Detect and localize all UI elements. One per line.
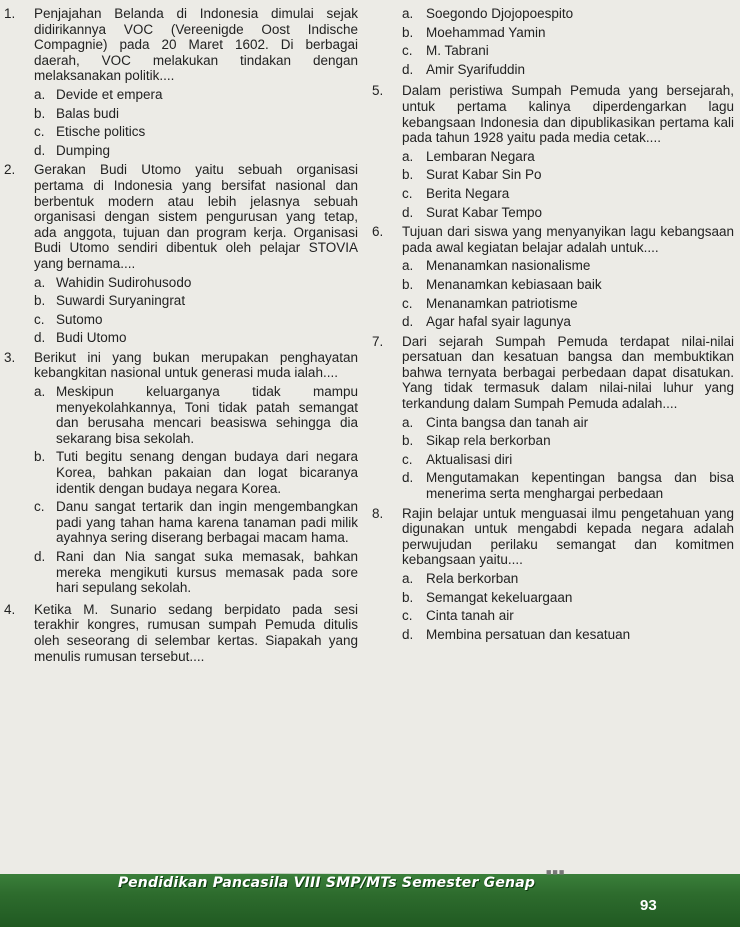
- option-d[interactable]: d. Agar hafal syair lagunya: [402, 314, 571, 330]
- option-b[interactable]: b. Suwardi Suryaningrat: [34, 293, 186, 309]
- option-b[interactable]: b. Sikap rela berkorban: [402, 433, 551, 449]
- option-c[interactable]: c. Etische politics: [34, 124, 146, 140]
- question-5: [372, 83, 734, 220]
- option-c[interactable]: c. Sutomo: [34, 311, 103, 327]
- question-text: Dari sejarah Sumpah Pemuda terdapat nilai-nilai persatuan dan kesatuan bangsa dan membuktikan bahwa ternyata berbagai perbedaan dapat disatukan. Yang tidak termasuk dalam nilai-nilai luhur yang terkandung dalam Sumpah Pemuda adalah....: [402, 333, 734, 412]
- option-a[interactable]: a. Soegondo Djojopoespito: [402, 6, 574, 21]
- option-d[interactable]: d. Surat Kabar Tempo: [402, 204, 543, 220]
- option-a[interactable]: a. Lembaran Negara: [402, 148, 535, 164]
- question-text: Ketika M. Sunario sedang berpidato pada sesi terakhir kongres, rumusan sumpah Pemuda ditulis oleh seseorang di selembar kertas. Siapakah yang menulis rumusan tersebut....: [34, 601, 358, 664]
- question-number: 8.: [372, 505, 384, 521]
- question-number: 6.: [372, 224, 384, 240]
- question-number: 5.: [372, 83, 384, 99]
- option-c[interactable]: c. Cinta tanah air: [402, 608, 514, 624]
- option-a[interactable]: a. Menanamkan nasionalisme: [402, 258, 591, 274]
- decorative-dots: ■■■: [546, 867, 566, 877]
- option-d[interactable]: d. Mengutamakan kepentingan bangsa dan bisa menerima serta menghargai perbedaan: [402, 470, 734, 502]
- option-b[interactable]: b. Semangat kekeluargaan: [402, 589, 573, 605]
- question-number: 7.: [372, 333, 384, 349]
- option-c[interactable]: c. Menanamkan patriotisme: [402, 295, 578, 311]
- question-number: 2.: [4, 162, 16, 178]
- page-number: 93: [640, 897, 657, 914]
- question-text: Gerakan Budi Utomo yaitu sebuah organisasi pertama di Indonesia yang bersifat nasional dan berbentuk modern atau lebih jelasnya sebuah organisasi dengan sistem pengurusan yang tetap, ada anggota, tujuan dan program kerja. Organisasi Budi Utomo sendiri dibentuk oleh pelajar STOVIA yang bernama....: [34, 162, 358, 271]
- option-c[interactable]: c. M. Tabrani: [402, 43, 489, 59]
- option-a[interactable]: a. Rela berkorban: [402, 571, 519, 586]
- question-4: [4, 602, 358, 664]
- option-b[interactable]: b. Tuti begitu senang dengan budaya dari negara Korea, bahkan pakaian dan logat bicaranya identik dengan budaya negara Korea.: [34, 449, 358, 496]
- option-a[interactable]: a. Cinta bangsa dan tanah air: [402, 414, 589, 430]
- question-number: 1.: [4, 6, 16, 21]
- question-number: 4.: [4, 601, 16, 617]
- option-d[interactable]: d. Membina persatuan dan kesatuan: [402, 626, 631, 642]
- option-d[interactable]: d. Dumping: [34, 142, 111, 158]
- option-b[interactable]: b. Menanamkan kebiasaan baik: [402, 276, 602, 292]
- question-7: [372, 334, 734, 502]
- left-column: [4, 6, 358, 666]
- option-b[interactable]: b. Balas budi: [34, 105, 120, 121]
- question-2: [4, 162, 358, 346]
- option-c[interactable]: c. Berita Negara: [402, 185, 510, 201]
- option-b[interactable]: b. Moehammad Yamin: [402, 24, 546, 40]
- question-8: [372, 506, 734, 643]
- question-6: [372, 224, 734, 330]
- option-d[interactable]: d. Rani dan Nia sangat suka memasak, bahkan mereka mengikuti kursus memasak pada sore hari sepulang sekolah.: [34, 549, 358, 596]
- question-text: Berikut ini yang bukan merupakan penghayatan kebangkitan nasional untuk generasi muda ialah....: [34, 349, 358, 381]
- question-1: [4, 6, 358, 158]
- question-4-options: [372, 6, 734, 77]
- option-a[interactable]: a. Meskipun keluarganya tidak mampu menyekolahkannya, Toni tidak patah semangat dan berusaha mencari beasiswa sehingga dia sekarang bisa sekolah.: [34, 384, 358, 446]
- option-c[interactable]: c. Aktualisasi diri: [402, 451, 513, 467]
- question-text: Penjajahan Belanda di Indonesia dimulai sejak didirikannya VOC (Vereenigde Oost Indische Compagnie) pada 20 Maret 1602. Di berbagai daerah, VOC melakukan tindakan dengan melaksanakan politik....: [34, 6, 358, 84]
- option-b[interactable]: b. Surat Kabar Sin Po: [402, 167, 542, 183]
- question-number: 3.: [4, 349, 16, 365]
- option-d[interactable]: d. Budi Utomo: [34, 330, 127, 346]
- option-d[interactable]: d. Amir Syarifuddin: [402, 61, 526, 77]
- option-a[interactable]: a. Wahidin Sudirohusodo: [34, 274, 192, 290]
- question-text: Tujuan dari siswa yang menyanyikan lagu kebangsaan pada awal kegiatan belajar adalah untuk....: [402, 224, 734, 255]
- footer-book-title: Pendidikan Pancasila VIII SMP/MTs Semester Genap: [118, 875, 536, 891]
- option-a[interactable]: a. Devide et empera: [34, 86, 163, 102]
- right-column: [372, 6, 734, 644]
- option-c[interactable]: c. Danu sangat tertarik dan ingin mengembangkan padi yang tahan hama karena tanaman padi milik ayahnya sering diserang berbagai macam hama.: [34, 499, 358, 546]
- question-3: [4, 350, 358, 596]
- question-text: Dalam peristiwa Sumpah Pemuda yang bersejarah, untuk pertama kalinya diperdengarkan lagu kebangsaan Indonesia dan dipublikasikan pertama kali pada tahun 1928 yaitu pada media cetak....: [402, 83, 734, 146]
- question-text: Rajin belajar untuk menguasai ilmu pengetahuan yang digunakan untuk mengabdi kepada negara adalah perwujudan perilaku semangat dan komitmen kebangsaan yaitu....: [402, 505, 734, 568]
